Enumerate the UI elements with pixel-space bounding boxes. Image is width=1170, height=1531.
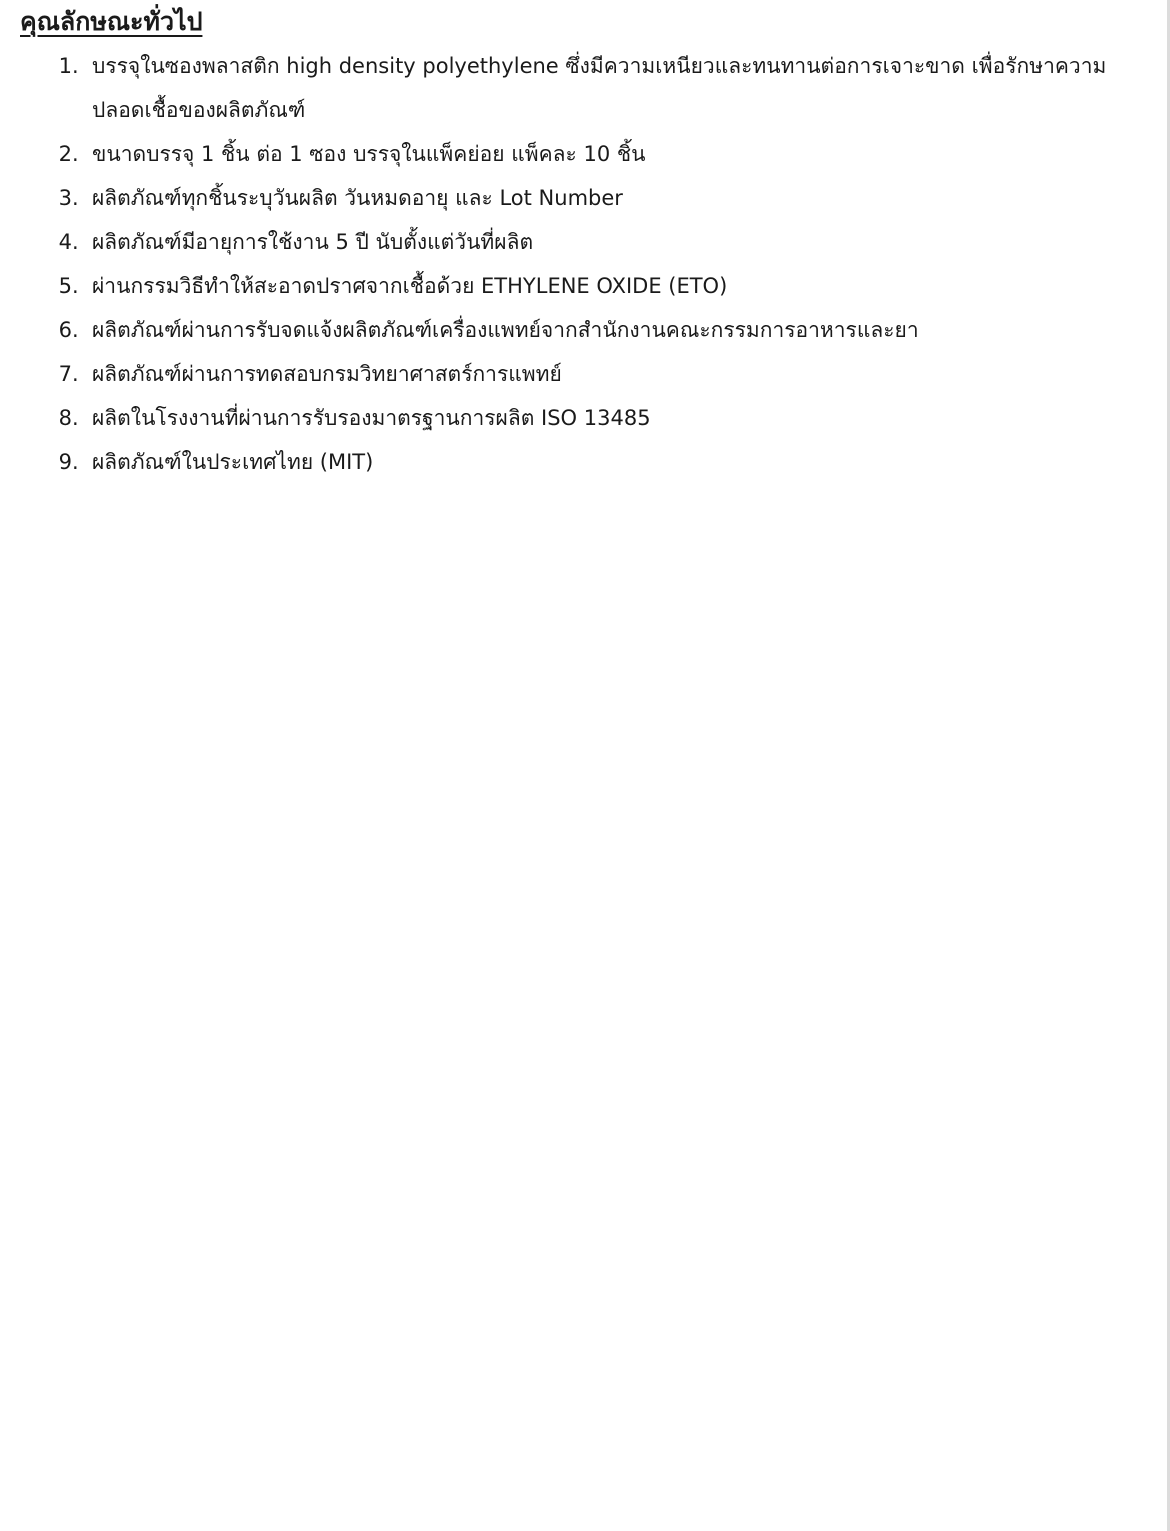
list-item	[20, 176, 1140, 220]
list-item	[20, 132, 1140, 176]
item-number: 4.	[58, 230, 92, 254]
item-text-line: ผลิตภัณฑ์ในประเทศไทย (MIT)	[92, 450, 374, 474]
item-number: 9.	[58, 450, 92, 474]
item-text-line: ผลิตภัณฑ์มีอายุการใช้งาน 5 ปี นับตั้งแต่วันที่ผลิต	[92, 230, 534, 254]
item-text-line: ผลิตในโรงงานที่ผ่านการรับรองมาตรฐานการผลิต ISO 13485	[92, 406, 651, 430]
item-text	[92, 44, 1140, 132]
spec-list	[20, 44, 1140, 484]
item-text-line: บรรจุในซองพลาสติก high density polyethylene ซึ่งมีความเหนียวและทนทานต่อการเจาะขาด เพื่อรักษาความ	[92, 54, 1107, 78]
item-number: 5.	[58, 274, 92, 298]
item-number: 7.	[58, 362, 92, 386]
item-text-line: ผลิตภัณฑ์ทุกชิ้นระบุวันผลิต วันหมดอายุ และ Lot Number	[92, 186, 623, 210]
item-text	[92, 396, 1140, 440]
item-number: 2.	[58, 142, 92, 166]
document-body	[20, 0, 1140, 484]
list-item	[20, 396, 1140, 440]
item-number: 6.	[58, 318, 92, 342]
item-text	[92, 352, 1140, 396]
item-text-line: ขนาดบรรจุ 1 ชิ้น ต่อ 1 ซอง บรรจุในแพ็คย่อย แพ็คละ 10 ชิ้น	[92, 142, 646, 166]
item-text	[92, 440, 1140, 484]
item-text-line: ผ่านกรรมวิธีทำให้สะอาดปราศจากเชื้อด้วย ETHYLENE OXIDE (ETO)	[92, 274, 728, 298]
item-number: 8.	[58, 406, 92, 430]
item-text-line: ผลิตภัณฑ์ผ่านการทดสอบกรมวิทยาศาสตร์การแพทย์	[92, 362, 562, 386]
item-text	[92, 264, 1140, 308]
item-number: 3.	[58, 186, 92, 210]
item-text	[92, 220, 1140, 264]
item-text	[92, 308, 1140, 352]
list-item	[20, 220, 1140, 264]
list-item	[20, 352, 1140, 396]
item-text	[92, 176, 1140, 220]
item-text	[92, 132, 1140, 176]
item-text-line: ปลอดเชื้อของผลิตภัณฑ์	[92, 98, 306, 122]
list-item	[20, 308, 1140, 352]
list-item	[20, 440, 1140, 484]
item-text-line: ผลิตภัณฑ์ผ่านการรับจดแจ้งผลิตภัณฑ์เครื่องแพทย์จากสำนักงานคณะกรรมการอาหารและยา	[92, 318, 919, 342]
section-heading: คุณลักษณะทั่วไป	[20, 7, 203, 36]
list-item	[20, 44, 1140, 132]
item-number: 1.	[58, 54, 92, 78]
list-item	[20, 264, 1140, 308]
